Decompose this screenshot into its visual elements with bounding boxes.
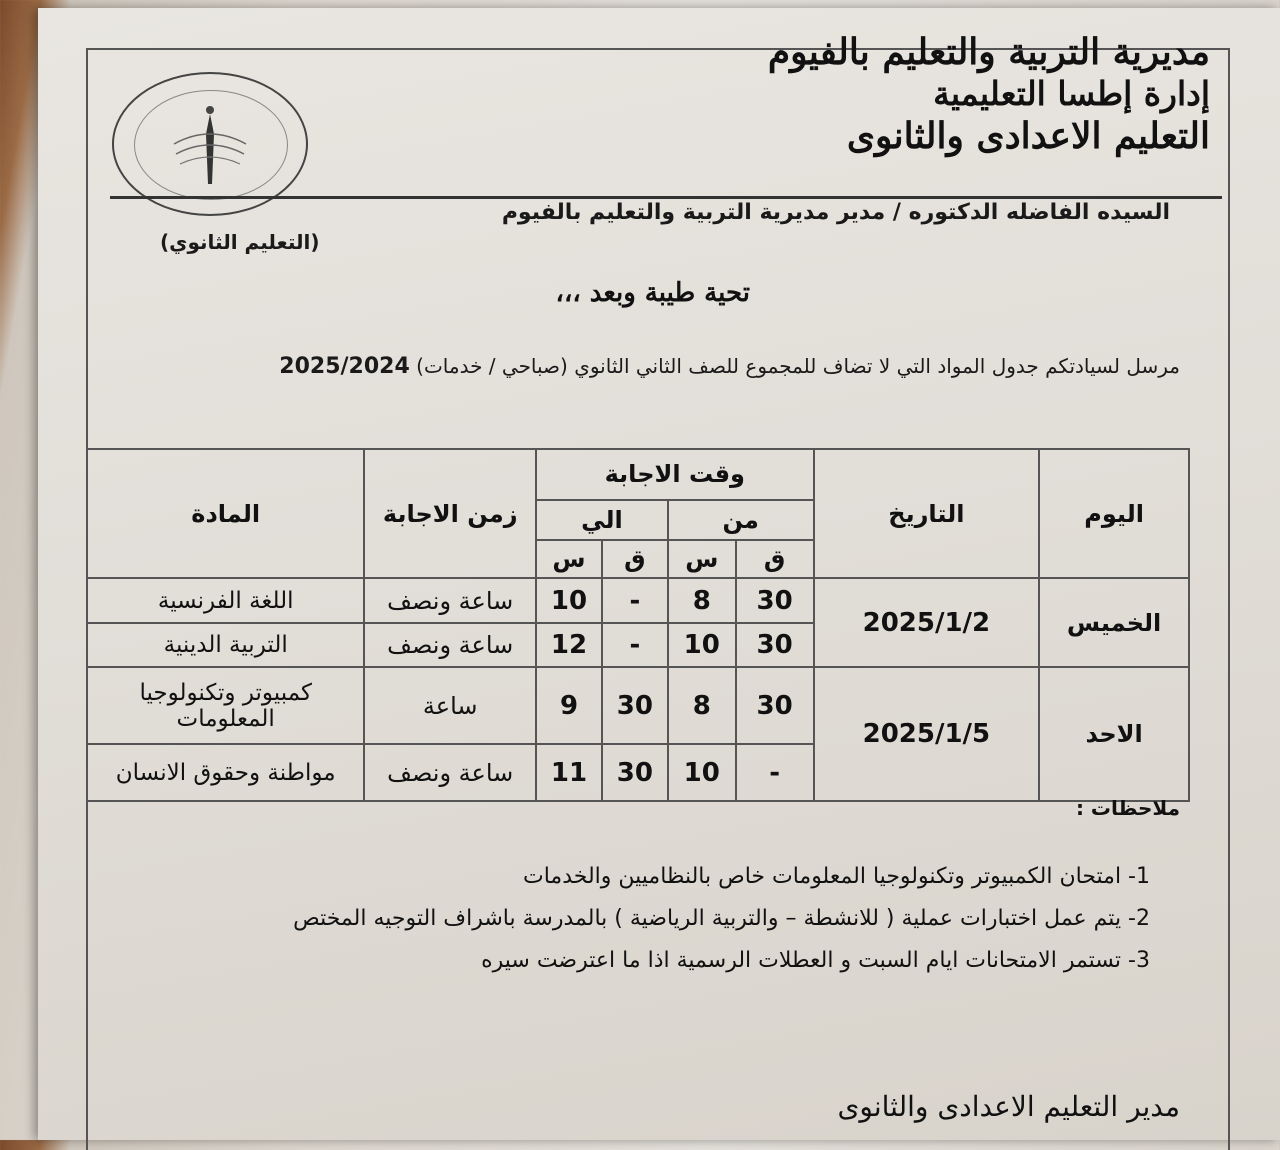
duration-cell: ساعة ونصف <box>364 578 536 623</box>
header-from-minute: ق <box>736 540 814 578</box>
to-hour-cell: 9 <box>536 667 602 744</box>
header-to-hour: س <box>536 540 602 578</box>
header-divider <box>110 196 1222 199</box>
header-from-hour: س <box>668 540 736 578</box>
note-item: 3- تستمر الامتحانات ايام السبت و العطلات الرسمية اذا ما اعترضت سيره <box>481 948 1150 973</box>
notes-title: ملاحظات : <box>1075 796 1180 820</box>
greeting: تحية طيبة وبعد ،،، <box>555 278 750 308</box>
to-hour-cell: 11 <box>536 744 602 801</box>
from-hour-cell: 8 <box>668 578 736 623</box>
note-item: 2- يتم عمل اختبارات عملية ( للانشطة – والتربية الرياضية ) بالمدرسة باشراف التوجيه المختص <box>293 906 1150 931</box>
signature-title: مدير التعليم الاعدادى والثانوى <box>837 1090 1180 1123</box>
date-cell: 2025/1/5 <box>814 667 1040 801</box>
date-cell: 2025/1/2 <box>814 578 1040 667</box>
administration-name: إدارة إطسا التعليمية <box>933 74 1210 113</box>
from-hour-cell: 10 <box>668 744 736 801</box>
day-cell: الاحد <box>1039 667 1189 801</box>
academic-year: 2025/2024 <box>279 354 410 379</box>
duration-cell: ساعة <box>364 667 536 744</box>
subject-cell: مواطنة وحقوق الانسان <box>87 744 364 801</box>
header-date: التاريخ <box>814 449 1040 578</box>
header-to: الي <box>536 500 668 540</box>
from-minute-cell: 30 <box>736 578 814 623</box>
to-minute-cell: 30 <box>602 744 668 801</box>
addressee-line: السيده الفاضله الدكتوره / مدير مديرية التربية والتعليم بالفيوم <box>501 200 1170 225</box>
to-minute-cell: - <box>602 578 668 623</box>
note-item: 1- امتحان الكمبيوتر وتكنولوجيا المعلومات خاص بالنظاميين والخدمات <box>523 864 1150 889</box>
subject-cell: التربية الدينية <box>87 623 364 668</box>
header-to-minute: ق <box>602 540 668 578</box>
to-hour-cell: 12 <box>536 623 602 668</box>
subject-cell: اللغة الفرنسية <box>87 578 364 623</box>
day-cell: الخميس <box>1039 578 1189 667</box>
duration-cell: ساعة ونصف <box>364 744 536 801</box>
header-day: اليوم <box>1039 449 1189 578</box>
from-minute-cell: - <box>736 744 814 801</box>
ministry-seal-logo <box>112 72 308 216</box>
header-answer-time: وقت الاجابة <box>536 449 814 500</box>
directorate-name: مديرية التربية والتعليم بالفيوم <box>767 31 1210 73</box>
header-from: من <box>668 500 814 540</box>
to-hour-cell: 10 <box>536 578 602 623</box>
intro-paragraph <box>140 352 1180 381</box>
header-duration: زمن الاجابة <box>364 449 536 578</box>
department-tag: (التعليم الثانوي) <box>160 230 320 254</box>
from-hour-cell: 8 <box>668 667 736 744</box>
notes-list <box>150 856 1150 982</box>
intro-text: مرسل لسيادتكم جدول المواد التي لا تضاف للمجموع للصف الثاني الثانوي (صباحي / خدمات) <box>416 354 1180 378</box>
header-subject: المادة <box>87 449 364 578</box>
subject-cell: كمبيوتر وتكنولوجيا المعلومات <box>87 667 364 744</box>
to-minute-cell: 30 <box>602 667 668 744</box>
exam-schedule-table <box>86 448 1190 802</box>
from-minute-cell: 30 <box>736 667 814 744</box>
seal-emblem-icon <box>114 74 306 214</box>
to-minute-cell: - <box>602 623 668 668</box>
from-hour-cell: 10 <box>668 623 736 668</box>
department-name: التعليم الاعدادى والثانوى <box>846 115 1210 157</box>
letterhead <box>750 30 1210 158</box>
duration-cell: ساعة ونصف <box>364 623 536 668</box>
from-minute-cell: 30 <box>736 623 814 668</box>
